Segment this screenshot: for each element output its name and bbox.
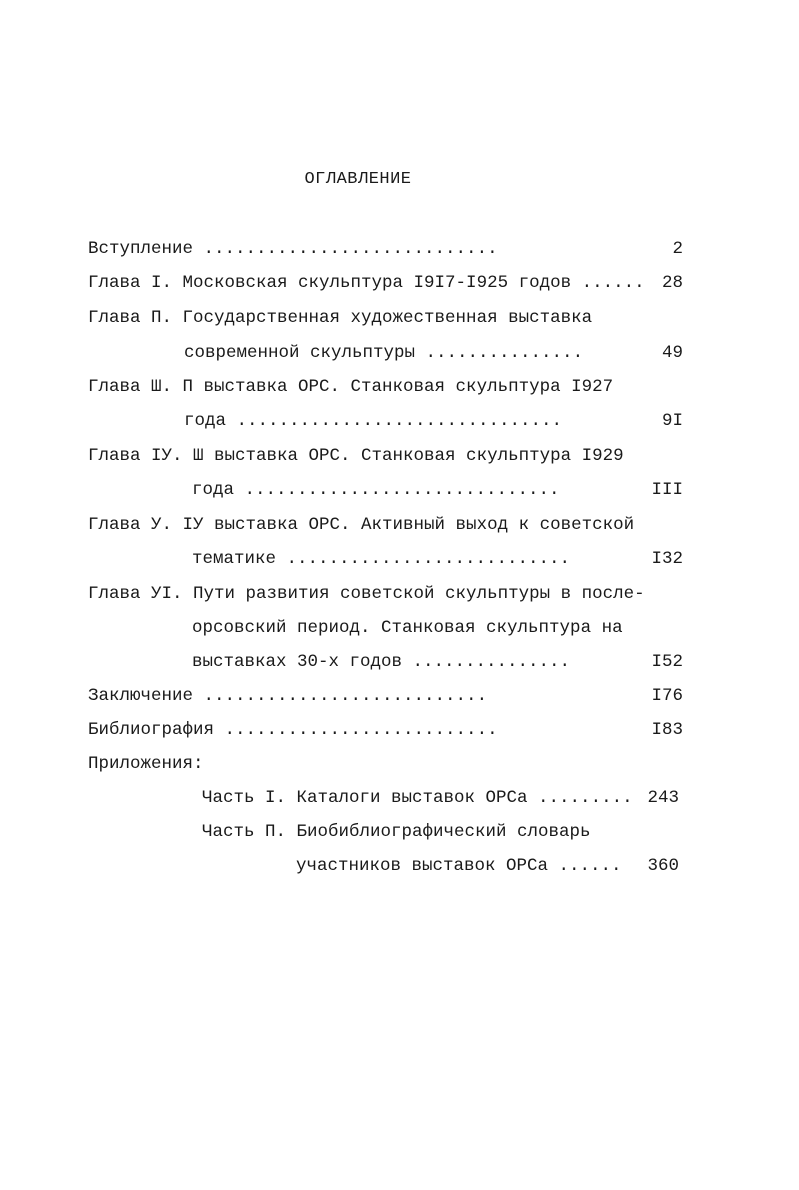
toc-page-number: 9I xyxy=(661,411,683,431)
toc-entry-chapter-2: Глава П. Государственная художественная выставка xyxy=(88,308,593,328)
toc-page-number: 28 xyxy=(661,273,683,293)
toc-entry-intro: Вступление ............................ xyxy=(88,239,498,259)
page-title: ОГЛАВЛЕНИЕ xyxy=(304,170,412,189)
toc-page-number: I52 xyxy=(651,652,683,672)
toc-entry-chapter-6-cont: орсовский период. Станковая скульптура на xyxy=(192,618,623,638)
toc-entry-appendix-2-cont: участников выставок ОРСа ...... xyxy=(296,856,622,876)
toc-entry-chapter-2-cont: современной скульптуры ............... xyxy=(184,343,584,363)
toc-entry-chapter-3-cont: года ............................... xyxy=(184,411,563,431)
toc-entry-chapter-3: Глава Ш. П выставка ОРС. Станковая скульптура I927 xyxy=(88,377,614,397)
toc-entry-chapter-5: Глава У. IУ выставка ОРС. Активный выход к советской xyxy=(88,515,635,535)
toc-entry-bibliography: Библиография .......................... xyxy=(88,720,498,740)
toc-page-number: 243 xyxy=(647,788,679,808)
toc-entry-chapter-6: Глава УI. Пути развития советской скульптуры в после- xyxy=(88,584,645,604)
toc-entry-chapter-1: Глава I. Московская скульптура I9I7-I925 годов ...... xyxy=(88,273,645,293)
toc-page-number: III xyxy=(651,480,683,500)
toc-page-number: 49 xyxy=(661,343,683,363)
toc-entry-conclusion: Заключение ........................... xyxy=(88,686,488,706)
toc-page-number: I32 xyxy=(651,549,683,569)
toc-entry-chapter-4: Глава IУ. Ш выставка ОРС. Станковая скульптура I929 xyxy=(88,446,624,466)
toc-page-number: I76 xyxy=(651,686,683,706)
toc-entry-appendix-2: Часть П. Биобиблиографический словарь xyxy=(202,822,591,842)
toc-page-number: 2 xyxy=(672,239,683,259)
toc-entry-chapter-4-cont: года .............................. xyxy=(192,480,560,500)
toc-entry-appendix-1: Часть I. Каталоги выставок ОРСа ......... xyxy=(202,788,633,808)
toc-entry-appendices: Приложения: xyxy=(88,754,204,774)
toc-page-number: 360 xyxy=(647,856,679,876)
toc-entry-chapter-5-cont: тематике ........................... xyxy=(192,549,571,569)
toc-page-number: I83 xyxy=(651,720,683,740)
toc-entry-chapter-6-cont: выставках 30-х годов ............... xyxy=(192,652,571,672)
